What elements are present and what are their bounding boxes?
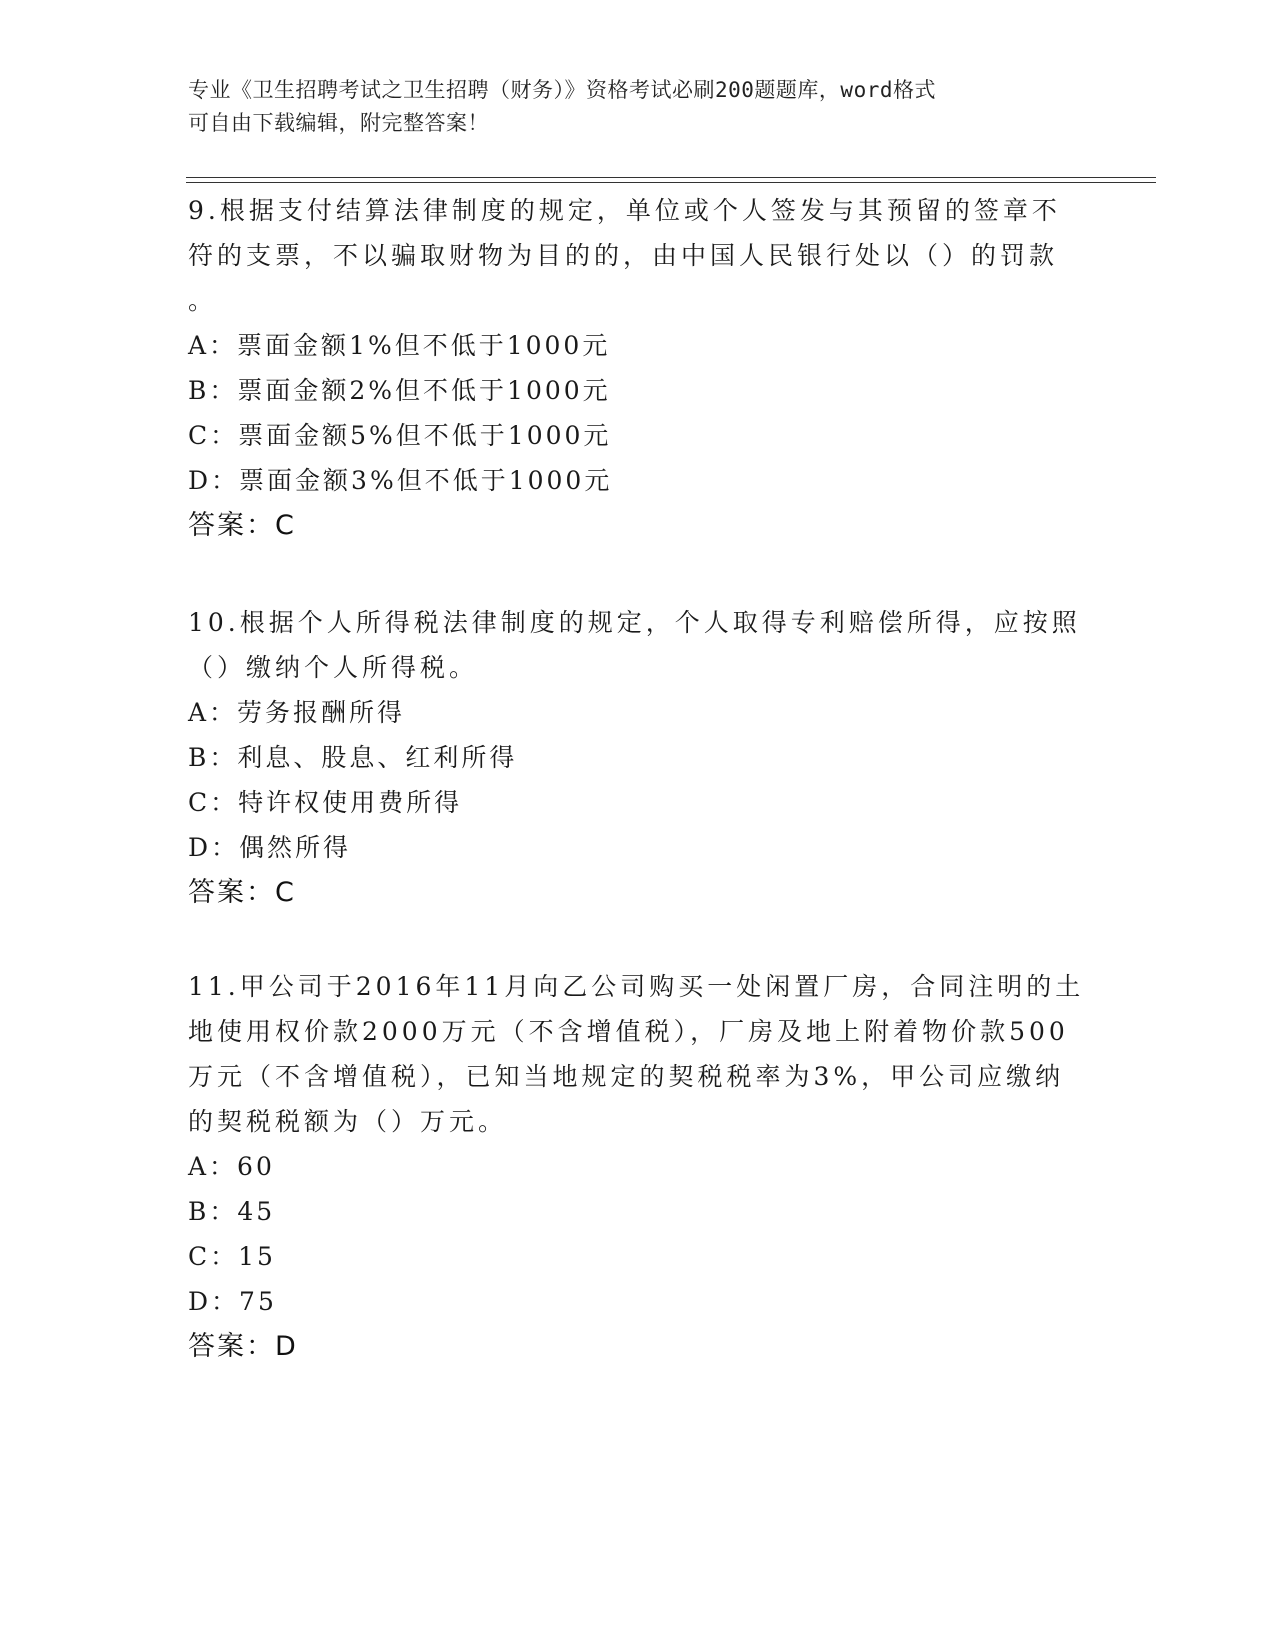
answer-label: 答案：C	[188, 510, 296, 541]
header-divider-top	[186, 177, 1156, 178]
question-text-line: 符的支票，不以骗取财物为目的的，由中国人民银行处以（）的罚款	[188, 241, 1059, 270]
header-line-2: 可自由下载编辑，附完整答案！	[188, 111, 489, 135]
question-text-line: 。	[188, 286, 218, 315]
answer-label: 答案：C	[188, 877, 296, 908]
option-c: C：票面金额5%但不低于1000元	[188, 421, 612, 450]
document-header	[188, 74, 1068, 140]
option-a: A：票面金额1%但不低于1000元	[188, 331, 611, 360]
question-11	[188, 964, 1088, 1370]
option-a: A：60	[188, 1152, 275, 1181]
question-text-line: 的契税税额为（）万元。	[188, 1107, 508, 1136]
question-9	[188, 188, 1088, 549]
option-c: C：15	[188, 1242, 276, 1271]
question-text-line: 万元（不含增值税），已知当地规定的契税税率为3%，甲公司应缴纳	[188, 1062, 1065, 1091]
option-d: D：偶然所得	[188, 833, 352, 862]
question-text-line: 地使用权价款2000万元（不含增值税），厂房及地上附着物价款500	[188, 1017, 1069, 1046]
question-text-line: 10.根据个人所得税法律制度的规定，个人取得专利赔偿所得，应按照	[188, 608, 1081, 637]
question-text-line: 9.根据支付结算法律制度的规定，单位或个人签发与其预留的签章不	[188, 196, 1061, 225]
option-a: A：劳务报酬所得	[188, 698, 406, 727]
option-b: B：利息、股息、红利所得	[188, 743, 518, 772]
option-c: C：特许权使用费所得	[188, 788, 463, 817]
question-text-line: 11.甲公司于2016年11月向乙公司购买一处闲置厂房，合同注明的土	[188, 972, 1085, 1001]
answer-label: 答案：D	[188, 1331, 298, 1362]
question-text-line: （）缴纳个人所得税。	[188, 653, 479, 682]
question-10	[188, 600, 1088, 916]
header-line-1: 专业《卫生招聘考试之卫生招聘（财务）》资格考试必刷200题题库，word格式	[188, 78, 936, 102]
option-d: D：票面金额3%但不低于1000元	[188, 466, 613, 495]
option-b: B：45	[188, 1197, 276, 1226]
option-b: B：票面金额2%但不低于1000元	[188, 376, 611, 405]
option-d: D：75	[188, 1287, 277, 1316]
header-divider-bottom	[186, 182, 1156, 183]
